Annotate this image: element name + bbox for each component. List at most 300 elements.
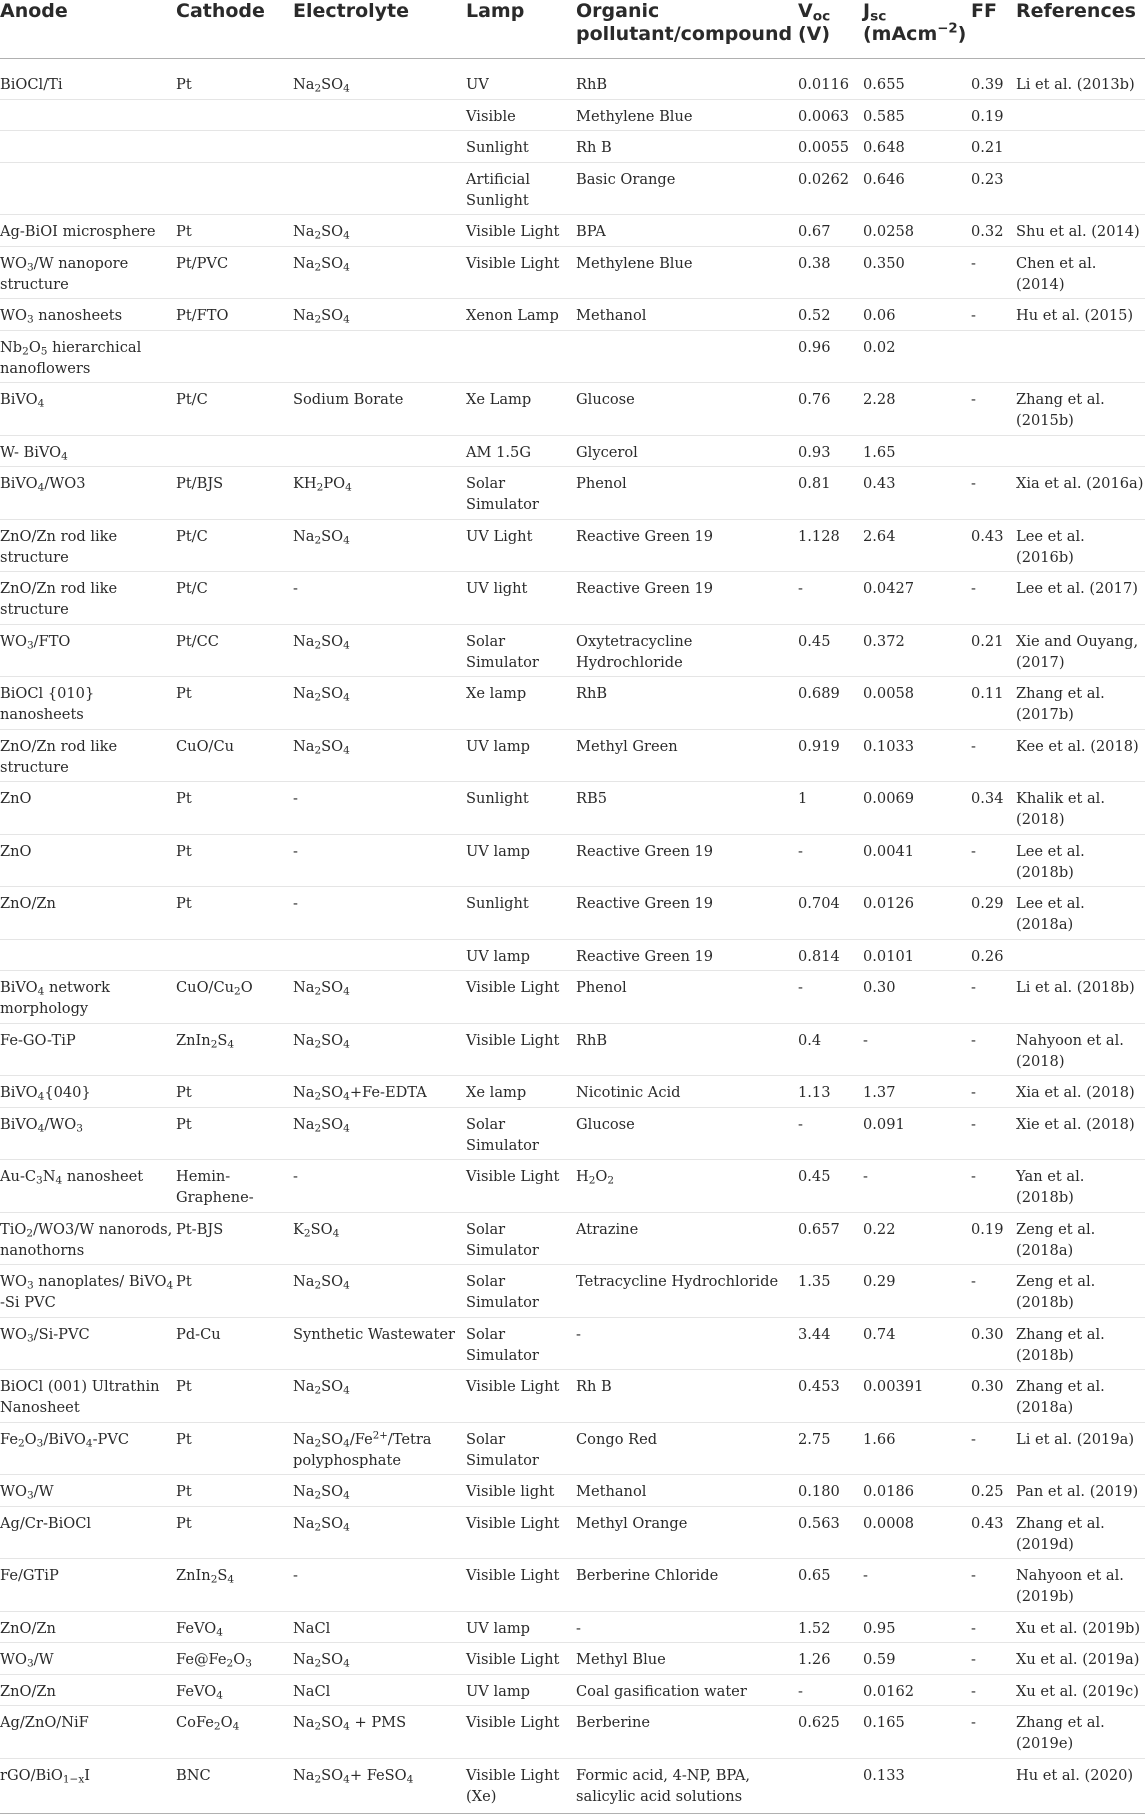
- cell-jsc: 0.0427: [863, 572, 971, 625]
- header-jsc: $J_{sc}$ (mAcm$^{-2}$): [863, 0, 971, 59]
- cell-ff: -: [971, 246, 1016, 299]
- cell-jsc: 0.646: [863, 162, 971, 215]
- cell-anode: ZnO/Zn rod like structure: [0, 729, 176, 782]
- table-row: [0, 59, 1145, 100]
- cell-ff: 0.21: [971, 624, 1016, 677]
- cell-voc: 0.919: [798, 729, 863, 782]
- cell-jsc: 0.00391: [863, 1370, 971, 1423]
- cell-reference: Lee et al. (2018b): [1016, 834, 1145, 887]
- cell-cathode: CuO/$Cu_2O$: [176, 971, 293, 1024]
- cell-ff: 0.26: [971, 939, 1016, 971]
- cell-pollutant: Methylene Blue: [576, 99, 798, 131]
- header-electrolyte: Electrolyte: [293, 0, 466, 59]
- cell-voc: 0.65: [798, 1559, 863, 1612]
- cell-pollutant: Reactive Green 19: [576, 834, 798, 887]
- header-organic-pollutant: Organic pollutant/compound: [576, 0, 798, 59]
- cell-electrolyte: $Na_2SO_4$: [293, 246, 466, 299]
- cell-cathode: Pt: [176, 59, 293, 100]
- cell-anode: [0, 131, 176, 163]
- table-row: [0, 1076, 1145, 1108]
- cell-cathode: [176, 162, 293, 215]
- cell-reference: Xie and Ouyang, (2017): [1016, 624, 1145, 677]
- table-row: [0, 1506, 1145, 1559]
- cell-anode: W- BiVO$_4$: [0, 435, 176, 467]
- cell-lamp: Solar Simulator: [466, 1317, 576, 1370]
- cell-cathode: Pt: [176, 887, 293, 940]
- cell-electrolyte: $Na_2SO_4$: [293, 729, 466, 782]
- cell-lamp: Solar Simulator: [466, 1107, 576, 1160]
- cell-lamp: Visible Light (Xe): [466, 1758, 576, 1813]
- table-row: [0, 572, 1145, 625]
- cell-lamp: Solar Simulator: [466, 467, 576, 520]
- cell-reference: Zeng et al. (2018b): [1016, 1265, 1145, 1318]
- cell-electrolyte: $Na_2SO_4+$ FeSO$_4$: [293, 1758, 466, 1813]
- cell-electrolyte: Sodium Borate: [293, 383, 466, 436]
- cell-ff: 0.43: [971, 1506, 1016, 1559]
- cell-jsc: 0.0162: [863, 1674, 971, 1706]
- table-row: [0, 467, 1145, 520]
- cell-voc: 0.0262: [798, 162, 863, 215]
- cell-pollutant: $H_2O_2$: [576, 1160, 798, 1213]
- cell-ff: 0.39: [971, 59, 1016, 100]
- cell-voc: 0.4: [798, 1023, 863, 1076]
- cell-electrolyte: $Na_2SO_4$: [293, 624, 466, 677]
- cell-reference: Xu et al. (2019b): [1016, 1611, 1145, 1643]
- cell-anode: ZnO/Zn: [0, 1674, 176, 1706]
- cell-jsc: -: [863, 1559, 971, 1612]
- cell-ff: 0.29: [971, 887, 1016, 940]
- cell-anode: ZnO/Zn rod like structure: [0, 519, 176, 572]
- cell-electrolyte: [293, 131, 466, 163]
- cell-ff: -: [971, 1706, 1016, 1759]
- cell-cathode: [176, 330, 293, 383]
- cell-jsc: 0.0008: [863, 1506, 971, 1559]
- cell-lamp: Visible Light: [466, 971, 576, 1024]
- cell-reference: [1016, 939, 1145, 971]
- cell-voc: 0.689: [798, 677, 863, 730]
- cell-ff: -: [971, 971, 1016, 1024]
- cell-reference: [1016, 435, 1145, 467]
- cell-voc: -: [798, 1674, 863, 1706]
- cell-ff: -: [971, 1643, 1016, 1675]
- header-ff: FF: [971, 0, 1016, 59]
- cell-pollutant: Nicotinic Acid: [576, 1076, 798, 1108]
- cell-ff: -: [971, 1160, 1016, 1213]
- table-row: [0, 1706, 1145, 1759]
- cell-cathode: Pt: [176, 1265, 293, 1318]
- cell-anode: $WO_3$ nanosheets: [0, 299, 176, 331]
- cell-lamp: Visible Light: [466, 215, 576, 247]
- table-row: [0, 1559, 1145, 1612]
- cell-ff: -: [971, 729, 1016, 782]
- cell-cathode: Pt: [176, 1422, 293, 1475]
- table-row: [0, 99, 1145, 131]
- cell-pollutant: Glucose: [576, 383, 798, 436]
- table-row: [0, 624, 1145, 677]
- cell-reference: Xia et al. (2016a): [1016, 467, 1145, 520]
- cell-jsc: 0.0186: [863, 1475, 971, 1507]
- cell-lamp: Sunlight: [466, 131, 576, 163]
- cell-voc: 0.0116: [798, 59, 863, 100]
- cell-voc: 0.38: [798, 246, 863, 299]
- cell-ff: 0.30: [971, 1370, 1016, 1423]
- cell-anode: $WO_3/W$: [0, 1643, 176, 1675]
- cell-pollutant: Formic acid, 4-NP, BPA, salicylic acid solutions: [576, 1758, 798, 1813]
- cell-electrolyte: $Na_2SO_4$: [293, 1265, 466, 1318]
- cell-reference: Nahyoon et al. (2019b): [1016, 1559, 1145, 1612]
- cell-jsc: 0.133: [863, 1758, 971, 1813]
- cell-anode: $WO_3/W$: [0, 1475, 176, 1507]
- table-row: [0, 1317, 1145, 1370]
- cell-electrolyte: Synthetic Wastewater: [293, 1317, 466, 1370]
- cell-voc: 2.75: [798, 1422, 863, 1475]
- cell-reference: [1016, 162, 1145, 215]
- cell-jsc: 1.66: [863, 1422, 971, 1475]
- cell-pollutant: Rh B: [576, 1370, 798, 1423]
- cell-electrolyte: $Na_2SO_4$: [293, 971, 466, 1024]
- cell-voc: 1.13: [798, 1076, 863, 1108]
- cell-pollutant: Methyl Blue: [576, 1643, 798, 1675]
- cell-anode: $Fe_2O_3/BiVO_4$-PVC: [0, 1422, 176, 1475]
- cell-voc: 1.128: [798, 519, 863, 572]
- cell-voc: 1.26: [798, 1643, 863, 1675]
- cell-anode: BiOCl/Ti: [0, 59, 176, 100]
- cell-lamp: Solar Simulator: [466, 624, 576, 677]
- cell-jsc: 1.65: [863, 435, 971, 467]
- cell-voc: 0.704: [798, 887, 863, 940]
- cell-lamp: UV Light: [466, 519, 576, 572]
- cell-voc: 0.45: [798, 624, 863, 677]
- cell-anode: $WO_3/Si$-PVC: [0, 1317, 176, 1370]
- cell-reference: Pan et al. (2019): [1016, 1475, 1145, 1507]
- cell-electrolyte: $Na_2SO_4$: [293, 1506, 466, 1559]
- cell-pollutant: Congo Red: [576, 1422, 798, 1475]
- cell-cathode: Pt/CC: [176, 624, 293, 677]
- cell-reference: Zhang et al. (2019e): [1016, 1706, 1145, 1759]
- cell-jsc: 0.30: [863, 971, 971, 1024]
- cell-pollutant: -: [576, 1611, 798, 1643]
- table-row: [0, 1643, 1145, 1675]
- cell-cathode: $ZnIn_2S_4$: [176, 1023, 293, 1076]
- cell-cathode: BNC: [176, 1758, 293, 1813]
- cell-jsc: 0.585: [863, 99, 971, 131]
- cell-anode: BiVO$_4$/WO3: [0, 467, 176, 520]
- cell-cathode: Pt: [176, 215, 293, 247]
- cell-electrolyte: $Na_2SO_4$: [293, 59, 466, 100]
- cell-ff: [971, 1758, 1016, 1813]
- cell-pollutant: RhB: [576, 677, 798, 730]
- cell-pollutant: Basic Orange: [576, 162, 798, 215]
- cell-electrolyte: NaCl: [293, 1674, 466, 1706]
- cell-cathode: Pt/C: [176, 383, 293, 436]
- cell-cathode: $CoFe_2O_4$: [176, 1706, 293, 1759]
- cell-anode: $WO_3$ nanoplates/ BiVO$_4$ -Si PVC: [0, 1265, 176, 1318]
- cell-reference: Chen et al. (2014): [1016, 246, 1145, 299]
- cell-electrolyte: $Na_2SO_4$: [293, 215, 466, 247]
- cell-ff: -: [971, 1265, 1016, 1318]
- cell-lamp: Solar Simulator: [466, 1212, 576, 1265]
- cell-pollutant: Phenol: [576, 467, 798, 520]
- table-row: [0, 1370, 1145, 1423]
- cell-reference: Zhang et al. (2018b): [1016, 1317, 1145, 1370]
- cell-lamp: Visible light: [466, 1475, 576, 1507]
- cell-pollutant: Coal gasification water: [576, 1674, 798, 1706]
- table-row: [0, 834, 1145, 887]
- cell-voc: 3.44: [798, 1317, 863, 1370]
- cell-voc: 0.625: [798, 1706, 863, 1759]
- cell-anode: [0, 939, 176, 971]
- cell-lamp: UV: [466, 59, 576, 100]
- table-row: [0, 1475, 1145, 1507]
- cell-pollutant: Reactive Green 19: [576, 519, 798, 572]
- cell-jsc: 2.64: [863, 519, 971, 572]
- cell-reference: Li et al. (2013b): [1016, 59, 1145, 100]
- cell-voc: 0.563: [798, 1506, 863, 1559]
- cell-electrolyte: $Na_2SO_4$: [293, 1107, 466, 1160]
- cell-lamp: Visible Light: [466, 246, 576, 299]
- header-anode: Anode: [0, 0, 176, 59]
- cell-lamp: Visible Light: [466, 1160, 576, 1213]
- cell-pollutant: BPA: [576, 215, 798, 247]
- cell-pollutant: Atrazine: [576, 1212, 798, 1265]
- cell-electrolyte: -: [293, 572, 466, 625]
- cell-ff: -: [971, 1611, 1016, 1643]
- cell-ff: -: [971, 572, 1016, 625]
- cell-cathode: [176, 131, 293, 163]
- cell-reference: Xia et al. (2018): [1016, 1076, 1145, 1108]
- table-row: [0, 1265, 1145, 1318]
- cell-electrolyte: NaCl: [293, 1611, 466, 1643]
- cell-pollutant: Oxytetracycline Hydrochloride: [576, 624, 798, 677]
- cell-pollutant: Methanol: [576, 299, 798, 331]
- cell-reference: Shu et al. (2014): [1016, 215, 1145, 247]
- table-row: [0, 1212, 1145, 1265]
- cell-electrolyte: $Na_2SO_4/Fe^{2+}$/Tetra polyphosphate: [293, 1422, 466, 1475]
- table-row: [0, 1674, 1145, 1706]
- cell-anode: BiOCl (001) Ultrathin Nanosheet: [0, 1370, 176, 1423]
- cell-cathode: CuO/Cu: [176, 729, 293, 782]
- cell-anode: BiVO$_4$: [0, 383, 176, 436]
- cell-pollutant: RhB: [576, 1023, 798, 1076]
- cell-cathode: Pt: [176, 834, 293, 887]
- header-cathode: Cathode: [176, 0, 293, 59]
- cell-anode: BiOCl {010} nanosheets: [0, 677, 176, 730]
- cell-lamp: Sunlight: [466, 887, 576, 940]
- cell-voc: 0.814: [798, 939, 863, 971]
- cell-voc: 0.93: [798, 435, 863, 467]
- cell-reference: Zhang et al. (2019d): [1016, 1506, 1145, 1559]
- cell-pollutant: Glucose: [576, 1107, 798, 1160]
- cell-lamp: AM 1.5G: [466, 435, 576, 467]
- cell-voc: 0.0063: [798, 99, 863, 131]
- cell-voc: 0.76: [798, 383, 863, 436]
- table-row: [0, 131, 1145, 163]
- cell-lamp: Visible Light: [466, 1706, 576, 1759]
- cell-cathode: Pt: [176, 1475, 293, 1507]
- cell-lamp: Xe Lamp: [466, 383, 576, 436]
- cell-reference: Xu et al. (2019c): [1016, 1674, 1145, 1706]
- cell-anode: ZnO/Zn rod like structure: [0, 572, 176, 625]
- cell-reference: Li et al. (2018b): [1016, 971, 1145, 1024]
- cell-cathode: Pt-BJS: [176, 1212, 293, 1265]
- cell-electrolyte: $Na_2SO_4$: [293, 1023, 466, 1076]
- table-row: [0, 299, 1145, 331]
- cell-electrolyte: -: [293, 887, 466, 940]
- cell-reference: Nahyoon et al. (2018): [1016, 1023, 1145, 1076]
- cell-jsc: 0.0258: [863, 215, 971, 247]
- cell-ff: -: [971, 834, 1016, 887]
- cell-lamp: Visible: [466, 99, 576, 131]
- cell-cathode: Pt: [176, 1370, 293, 1423]
- cell-electrolyte: $Na_2SO_4$: [293, 677, 466, 730]
- cell-voc: 1: [798, 782, 863, 835]
- cell-voc: 0.67: [798, 215, 863, 247]
- table-body: [0, 59, 1145, 1814]
- cell-lamp: Artificial Sunlight: [466, 162, 576, 215]
- cell-ff: 0.34: [971, 782, 1016, 835]
- cell-pollutant: Berberine: [576, 1706, 798, 1759]
- cell-anode: BiVO$_4${040}: [0, 1076, 176, 1108]
- cell-ff: [971, 330, 1016, 383]
- cell-electrolyte: [293, 162, 466, 215]
- cell-lamp: [466, 330, 576, 383]
- cell-electrolyte: $Na_2SO_4$: [293, 1643, 466, 1675]
- cell-reference: Yan et al. (2018b): [1016, 1160, 1145, 1213]
- cell-jsc: 0.95: [863, 1611, 971, 1643]
- table-row: [0, 330, 1145, 383]
- cell-cathode: Pt/C: [176, 519, 293, 572]
- cell-cathode: Pt: [176, 782, 293, 835]
- cell-jsc: 2.28: [863, 383, 971, 436]
- cell-ff: -: [971, 1422, 1016, 1475]
- cell-ff: -: [971, 1674, 1016, 1706]
- table-row: [0, 1422, 1145, 1475]
- cell-jsc: 0.372: [863, 624, 971, 677]
- cell-electrolyte: -: [293, 1559, 466, 1612]
- cell-voc: [798, 1758, 863, 1813]
- cell-pollutant: Berberine Chloride: [576, 1559, 798, 1612]
- cell-electrolyte: -: [293, 834, 466, 887]
- cell-reference: [1016, 99, 1145, 131]
- table-header-row: [0, 0, 1145, 59]
- cell-jsc: 0.59: [863, 1643, 971, 1675]
- cell-cathode: Pt/PVC: [176, 246, 293, 299]
- cell-ff: -: [971, 1559, 1016, 1612]
- cell-cathode: [176, 435, 293, 467]
- cell-electrolyte: [293, 939, 466, 971]
- cell-lamp: Visible Light: [466, 1643, 576, 1675]
- cell-reference: Khalik et al. (2018): [1016, 782, 1145, 835]
- cell-voc: 0.96: [798, 330, 863, 383]
- cell-pollutant: Reactive Green 19: [576, 572, 798, 625]
- cell-lamp: Xe lamp: [466, 1076, 576, 1108]
- cell-reference: Li et al. (2019a): [1016, 1422, 1145, 1475]
- cell-cathode: Pt/FTO: [176, 299, 293, 331]
- cell-lamp: UV lamp: [466, 834, 576, 887]
- cell-voc: -: [798, 572, 863, 625]
- cell-anode: BiVO$_4$ network morphology: [0, 971, 176, 1024]
- cell-reference: Hu et al. (2020): [1016, 1758, 1145, 1813]
- header-references: References: [1016, 0, 1145, 59]
- cell-jsc: -: [863, 1160, 971, 1213]
- cell-cathode: Pt: [176, 1107, 293, 1160]
- cell-ff: 0.25: [971, 1475, 1016, 1507]
- cell-ff: -: [971, 383, 1016, 436]
- cell-jsc: 0.29: [863, 1265, 971, 1318]
- cell-electrolyte: [293, 330, 466, 383]
- cell-anode: Fe/GTiP: [0, 1559, 176, 1612]
- table-row: [0, 1023, 1145, 1076]
- cell-anode: $Nb_2O_5$ hierarchical nanoflowers: [0, 330, 176, 383]
- cell-lamp: Visible Light: [466, 1559, 576, 1612]
- cell-voc: -: [798, 834, 863, 887]
- table-row: [0, 383, 1145, 436]
- cell-voc: -: [798, 971, 863, 1024]
- cell-pollutant: Phenol: [576, 971, 798, 1024]
- cell-cathode: Pt: [176, 677, 293, 730]
- cell-jsc: 0.091: [863, 1107, 971, 1160]
- cell-pollutant: RhB: [576, 59, 798, 100]
- cell-ff: [971, 435, 1016, 467]
- cell-pollutant: Methyl Orange: [576, 1506, 798, 1559]
- cell-pollutant: Reactive Green 19: [576, 939, 798, 971]
- cell-anode: Ag/ZnO/NiF: [0, 1706, 176, 1759]
- cell-pollutant: Glycerol: [576, 435, 798, 467]
- cell-electrolyte: [293, 435, 466, 467]
- table-row: [0, 435, 1145, 467]
- cell-cathode: Pt/C: [176, 572, 293, 625]
- cell-anode: $WO_3/W$ nanopore structure: [0, 246, 176, 299]
- cell-lamp: Solar Simulator: [466, 1422, 576, 1475]
- cell-jsc: 0.0041: [863, 834, 971, 887]
- cell-reference: Xu et al. (2019a): [1016, 1643, 1145, 1675]
- cell-ff: 0.19: [971, 1212, 1016, 1265]
- cell-reference: Kee et al. (2018): [1016, 729, 1145, 782]
- table-row: [0, 1160, 1145, 1213]
- cell-jsc: 0.22: [863, 1212, 971, 1265]
- cell-reference: Zhang et al. (2017b): [1016, 677, 1145, 730]
- cell-ff: -: [971, 1107, 1016, 1160]
- cell-cathode: FeVO$_4$: [176, 1674, 293, 1706]
- cell-jsc: 0.0126: [863, 887, 971, 940]
- table-row: [0, 887, 1145, 940]
- header-voc: $V_{oc}$ (V): [798, 0, 863, 59]
- cell-lamp: UV lamp: [466, 1674, 576, 1706]
- cell-lamp: UV lamp: [466, 729, 576, 782]
- cell-ff: 0.11: [971, 677, 1016, 730]
- cell-reference: Zeng et al. (2018a): [1016, 1212, 1145, 1265]
- cell-reference: Hu et al. (2015): [1016, 299, 1145, 331]
- cell-ff: 0.21: [971, 131, 1016, 163]
- table-row: [0, 519, 1145, 572]
- table-row: [0, 246, 1145, 299]
- cell-electrolyte: $Na_2SO_4$: [293, 1370, 466, 1423]
- cell-pollutant: Methanol: [576, 1475, 798, 1507]
- cell-pollutant: Reactive Green 19: [576, 887, 798, 940]
- cell-anode: $BiVO_4/WO_3$: [0, 1107, 176, 1160]
- table-row: [0, 939, 1145, 971]
- table-row: [0, 1758, 1145, 1813]
- cell-cathode: Pt/BJS: [176, 467, 293, 520]
- cell-reference: Xie et al. (2018): [1016, 1107, 1145, 1160]
- table-row: [0, 215, 1145, 247]
- cell-anode: rGO/BiO$_{1-x}$I: [0, 1758, 176, 1813]
- cell-voc: 0.453: [798, 1370, 863, 1423]
- cell-jsc: 0.06: [863, 299, 971, 331]
- cell-cathode: Pd-Cu: [176, 1317, 293, 1370]
- cell-jsc: 0.165: [863, 1706, 971, 1759]
- cell-reference: Lee et al. (2016b): [1016, 519, 1145, 572]
